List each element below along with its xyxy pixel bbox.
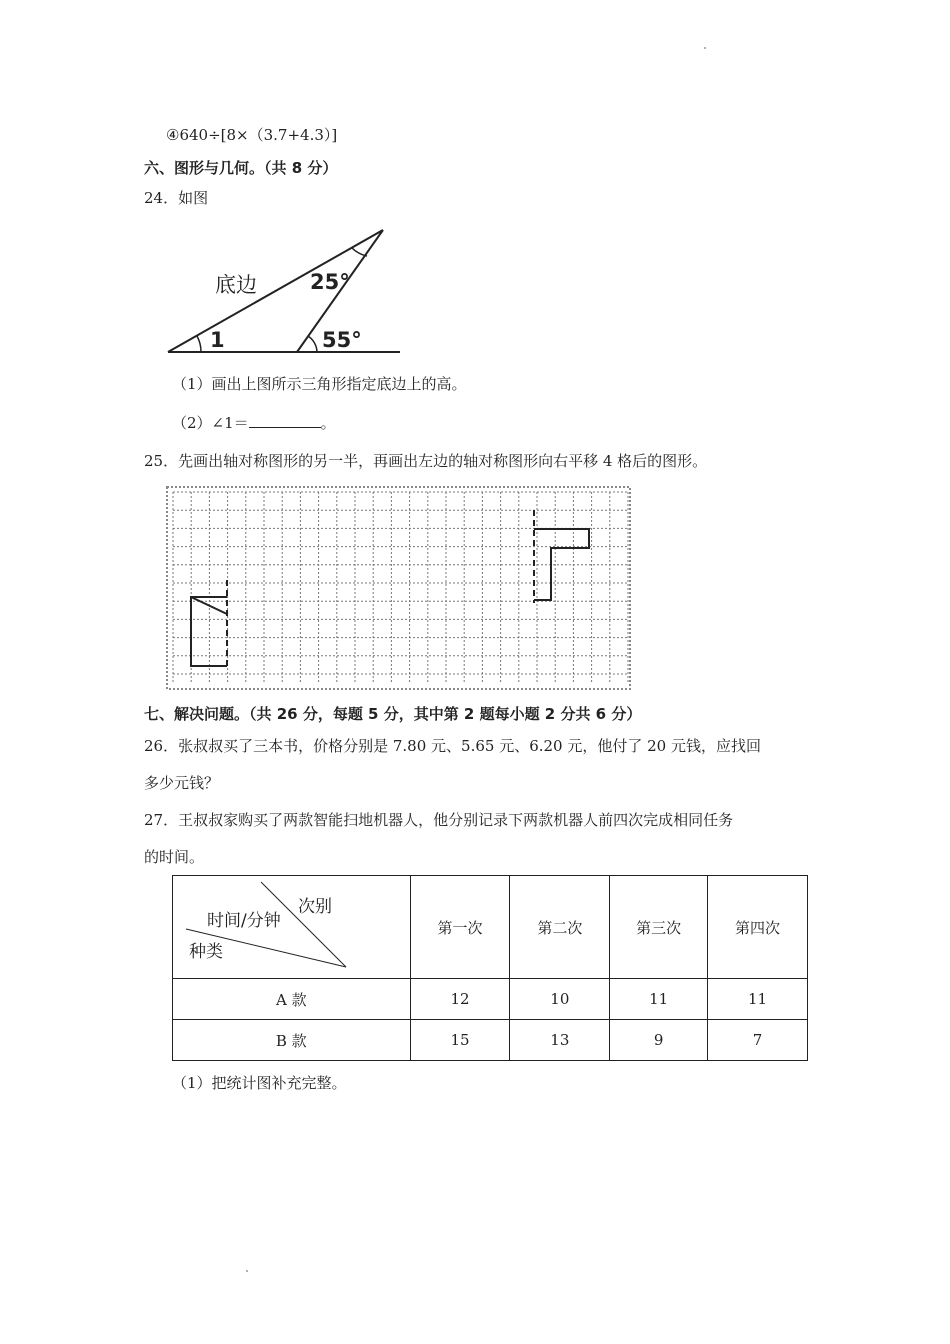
section-7-title: 七、解决问题。（共 26 分，每题 5 分，其中第 2 题每小题 2 分共 6 分） bbox=[144, 705, 642, 723]
angle-25-arc bbox=[352, 248, 367, 256]
symmetry-grid bbox=[165, 485, 632, 691]
corner-label-mid: 时间/分钟 bbox=[207, 911, 281, 931]
q27-line1: 27．王叔叔家购买了两款智能扫地机器人，他分别记录下两款机器人前四次完成相同任务 bbox=[144, 811, 734, 829]
angle-25-label: 25° bbox=[310, 270, 350, 294]
base-side-label: 底边 bbox=[215, 273, 257, 297]
table-cell: 12 bbox=[410, 979, 510, 1020]
table-cell: 11 bbox=[610, 979, 708, 1020]
q27-line2: 的时间。 bbox=[144, 848, 205, 866]
q24-label: 24．如图 bbox=[144, 189, 209, 207]
angle-55-arc bbox=[308, 336, 317, 352]
table-cell: 15 bbox=[410, 1020, 510, 1061]
q24-sub2 bbox=[172, 412, 336, 433]
q27-sub1: （1）把统计图补充完整。 bbox=[172, 1074, 347, 1092]
table-cell: 9 bbox=[610, 1020, 708, 1061]
section-6-title: 六、图形与几何。（共 8 分） bbox=[144, 159, 338, 177]
grid-lines bbox=[173, 492, 628, 682]
row-label-a: A 款 bbox=[173, 979, 411, 1020]
q25-text: 25．先画出轴对称图形的另一半，再画出左边的轴对称图形向右平移 4 格后的图形。 bbox=[144, 452, 708, 470]
row-label-b: B 款 bbox=[173, 1020, 411, 1061]
q24-sub1: （1）画出上图所示三角形指定底边上的高。 bbox=[172, 375, 467, 393]
table-row bbox=[173, 1020, 808, 1061]
angle-55-label: 55° bbox=[322, 328, 362, 352]
corner-label-bottom: 种类 bbox=[189, 942, 223, 962]
scan-dot-bottom bbox=[246, 1270, 248, 1272]
table-cell: 10 bbox=[510, 979, 610, 1020]
answer-blank[interactable] bbox=[249, 413, 321, 428]
table-row bbox=[173, 979, 808, 1020]
q24-sub2-prefix: （2）∠1＝ bbox=[172, 414, 249, 432]
left-shape-slant bbox=[191, 597, 227, 614]
robot-time-table bbox=[172, 875, 808, 1061]
previous-item-text: ④640÷[8×（3.7+4.3）] bbox=[166, 126, 338, 144]
table-cell: 7 bbox=[708, 1020, 808, 1061]
header-cell: 第二次 bbox=[510, 876, 610, 979]
q24-sub2-suffix: 。 bbox=[320, 414, 336, 432]
scan-dot-top bbox=[704, 47, 706, 49]
triangle-figure bbox=[165, 225, 405, 360]
q26-line2: 多少元钱？ bbox=[144, 774, 220, 792]
grid-border bbox=[167, 487, 630, 689]
q26-line1: 26．张叔叔买了三本书，价格分别是 7.80 元、5.65 元、6.20 元，他付了 20 元钱，应找回 bbox=[144, 737, 761, 755]
header-cell: 第四次 bbox=[708, 876, 808, 979]
header-cell: 第一次 bbox=[410, 876, 510, 979]
table-cell: 13 bbox=[510, 1020, 610, 1061]
table-cell: 11 bbox=[708, 979, 808, 1020]
header-cell: 第三次 bbox=[610, 876, 708, 979]
table-corner-cell bbox=[173, 876, 411, 979]
corner-label-top: 次别 bbox=[298, 897, 332, 917]
corner-diagonals bbox=[173, 876, 410, 979]
angle-1-label: 1 bbox=[210, 328, 225, 352]
angle-1-arc bbox=[197, 336, 201, 352]
